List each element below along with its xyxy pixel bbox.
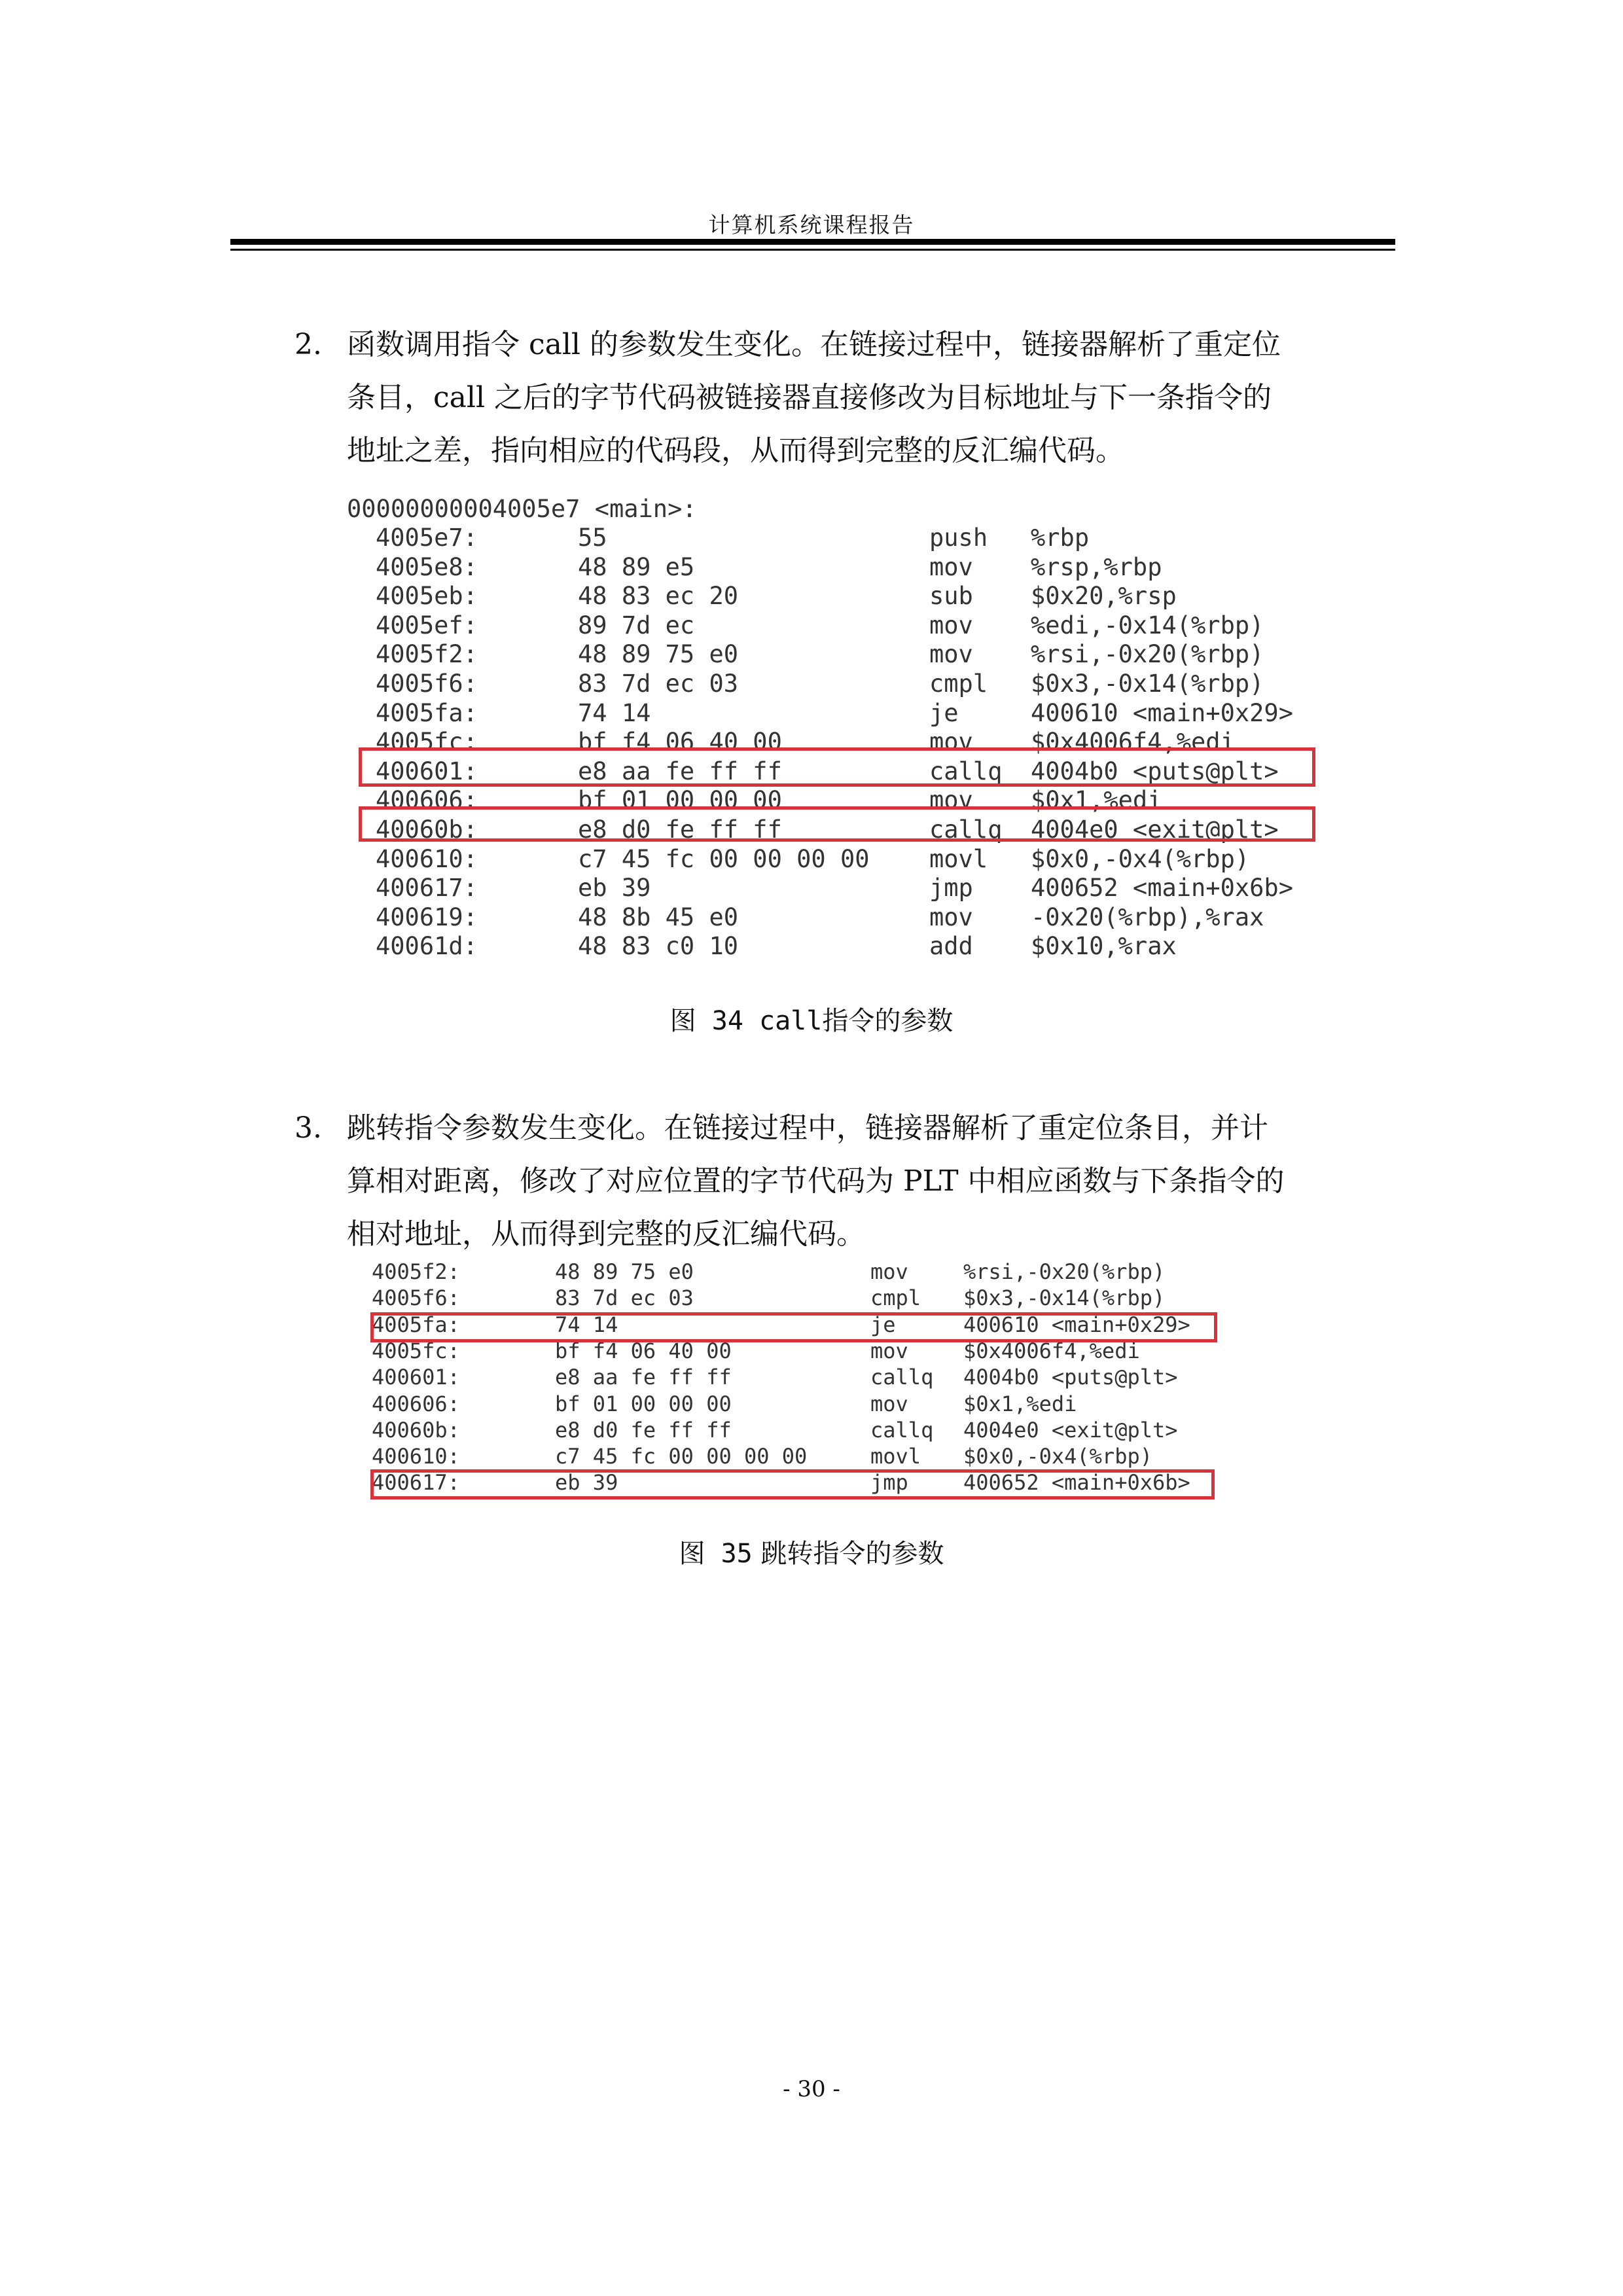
- disasm-operands: %rbp: [1031, 524, 1090, 552]
- disasm-opcode: jmp: [870, 1470, 908, 1496]
- disasm-operands: $0x4006f4,%edi: [1031, 728, 1235, 757]
- disasm-operands: $0x0,-0x4(%rbp): [963, 1444, 1152, 1469]
- disasm-address: 400601:: [372, 1365, 460, 1390]
- disasm-address: 40061d:: [376, 932, 478, 961]
- disasm-operands: 4004e0 <exit@plt>: [1031, 816, 1279, 844]
- disasm-bytes: 48 83 c0 10: [578, 932, 739, 961]
- disasm-bytes: c7 45 fc 00 00 00 00: [555, 1444, 808, 1469]
- disasm-operands: 4004b0 <puts@plt>: [1031, 757, 1279, 785]
- header-rule-thick: [230, 239, 1395, 245]
- disasm-bytes: 83 7d ec 03: [578, 670, 739, 698]
- disasm-address: 4005eb:: [376, 582, 478, 611]
- disasm-opcode: mov: [929, 903, 973, 931]
- disasm-opcode: mov: [929, 728, 973, 757]
- disasm-operands: 400652 <main+0x6b>: [1031, 874, 1293, 903]
- disasm-address: 400617:: [376, 874, 478, 903]
- item-2-number: 2.: [294, 328, 322, 361]
- figure-34-screenshot: [347, 492, 1329, 977]
- disasm-address: 4005fa:: [376, 698, 478, 727]
- disasm-bytes: bf f4 06 40 00: [555, 1338, 732, 1363]
- disasm-opcode: jmp: [929, 874, 973, 903]
- disasm-operands: 4004b0 <puts@plt>: [963, 1365, 1178, 1390]
- disasm-bytes: 48 83 ec 20: [578, 582, 739, 611]
- disasm-address: 400610:: [376, 844, 478, 873]
- disasm-opcode: cmpl: [870, 1285, 921, 1311]
- disasm-address: 4005f2:: [372, 1259, 460, 1284]
- disasm-bytes: e8 d0 fe ff ff: [555, 1417, 732, 1443]
- disasm-address: 4005f6:: [376, 670, 478, 698]
- disasm-bytes: e8 aa fe ff ff: [555, 1365, 732, 1390]
- item-2-line-3: 地址之差，指向相应的代码段，从而得到完整的反汇编代码。: [347, 434, 1124, 467]
- disasm-bytes: bf 01 00 00 00: [555, 1391, 732, 1416]
- disasm-operands: -0x20(%rbp),%rax: [1031, 903, 1264, 931]
- disasm-address: 4005fc:: [376, 728, 478, 757]
- disasm-operands: $0x0,-0x4(%rbp): [1031, 844, 1250, 873]
- disasm-opcode: callq: [929, 816, 1003, 844]
- disasm-operands: $0x1,%edi: [963, 1391, 1077, 1416]
- disasm-opcode: mov: [929, 786, 973, 815]
- disasm-bytes: c7 45 fc 00 00 00 00: [578, 844, 870, 873]
- disasm-address: 400619:: [376, 903, 478, 931]
- disasm-operands: %edi,-0x14(%rbp): [1031, 611, 1264, 639]
- item-3-line-1: 跳转指令参数发生变化。在链接过程中，链接器解析了重定位条目，并计: [347, 1111, 1268, 1145]
- disasm-operands: 4004e0 <exit@plt>: [963, 1417, 1178, 1443]
- disasm-opcode: movl: [929, 844, 988, 873]
- item-3-line-3: 相对地址，从而得到完整的反汇编代码。: [347, 1217, 865, 1251]
- disasm-opcode: mov: [870, 1391, 908, 1416]
- disasm-address: 400601:: [376, 757, 478, 785]
- header-rule-thin: [230, 249, 1395, 251]
- disasm-header-line: [347, 495, 1329, 579]
- item-3-line-2: 算相对距离，修改了对应位置的字节代码为 PLT 中相应函数与下条指令的: [347, 1164, 1285, 1198]
- disasm-address: 4005e7:: [376, 524, 478, 552]
- disasm-bytes: bf f4 06 40 00: [578, 728, 782, 757]
- figure-35-screenshot: [366, 1257, 1217, 1505]
- disasm-operands: 400610 <main+0x29>: [963, 1312, 1190, 1337]
- disasm-bytes: e8 aa fe ff ff: [578, 757, 782, 785]
- figure-34-disassembly: [347, 492, 1329, 977]
- disasm-opcode: mov: [929, 640, 973, 669]
- disasm-bytes: 83 7d ec 03: [555, 1285, 694, 1311]
- figure-34-caption-label: 图 34 call: [669, 1006, 823, 1036]
- disasm-operands: %rsi,-0x20(%rbp): [963, 1259, 1166, 1284]
- disasm-opcode: je: [870, 1312, 896, 1337]
- highlight-box-callq-exit: [359, 806, 1315, 842]
- disasm-address: 400606:: [372, 1391, 460, 1416]
- disasm-operands: 400610 <main+0x29>: [1031, 698, 1293, 727]
- disasm-operands: $0x3,-0x14(%rbp): [963, 1285, 1166, 1311]
- figure-35-caption-text: 跳转指令的参数: [752, 1539, 944, 1569]
- disasm-address: 4005e8:: [376, 552, 478, 581]
- disasm-opcode: sub: [929, 582, 973, 611]
- disasm-bytes: e8 d0 fe ff ff: [578, 816, 782, 844]
- disasm-address: 4005fa:: [372, 1312, 460, 1337]
- disasm-opcode: mov: [870, 1338, 908, 1363]
- highlight-box-je: [370, 1312, 1217, 1342]
- disasm-opcode: mov: [870, 1259, 908, 1284]
- disasm-address: 4005f6:: [372, 1285, 460, 1311]
- figure-34-caption-text: 指令的参数: [822, 1006, 954, 1036]
- disasm-opcode: callq: [929, 757, 1003, 785]
- page-number: - 30 -: [783, 2076, 840, 2102]
- disasm-opcode: callq: [870, 1417, 934, 1443]
- item-3-number: 3.: [294, 1111, 322, 1145]
- disasm-bytes: 89 7d ec: [578, 611, 695, 639]
- disasm-bytes: 74 14: [555, 1312, 618, 1337]
- disasm-bytes: 48 89 e5: [578, 552, 695, 581]
- figure-35-caption: [0, 1533, 1623, 1570]
- item-2-line-1: 函数调用指令 call 的参数发生变化。在链接过程中，链接器解析了重定位: [347, 328, 1281, 361]
- disasm-bytes: 55: [578, 524, 607, 552]
- report-header-title: 计算机系统课程报告: [708, 212, 915, 238]
- figure-34-caption: [0, 1000, 1623, 1037]
- disasm-bytes: eb 39: [578, 874, 651, 903]
- disasm-operands: %rsp,%rbp: [1031, 552, 1162, 581]
- disasm-address: 400617:: [372, 1470, 460, 1496]
- disasm-opcode: cmpl: [929, 670, 988, 698]
- disasm-operands: $0x10,%rax: [1031, 932, 1177, 961]
- disasm-bytes: 48 8b 45 e0: [578, 903, 739, 931]
- disasm-address: 400606:: [376, 786, 478, 815]
- disasm-bytes: 48 89 75 e0: [555, 1259, 694, 1284]
- disasm-operands: %rsi,-0x20(%rbp): [1031, 640, 1264, 669]
- disasm-address: 40060b:: [372, 1417, 460, 1443]
- disasm-operands: $0x20,%rsp: [1031, 582, 1177, 611]
- item-2-line-2: 条目，call 之后的字节代码被链接器直接修改为目标地址与下一条指令的: [347, 381, 1272, 414]
- disasm-address: 4005f2:: [376, 640, 478, 669]
- disasm-bytes: bf 01 00 00 00: [578, 786, 782, 815]
- figure-35-disassembly: [366, 1257, 1217, 1505]
- figure-35-caption-label: 图 35: [679, 1539, 753, 1569]
- disasm-bytes: eb 39: [555, 1470, 618, 1496]
- disasm-bytes: 48 89 75 e0: [578, 640, 739, 669]
- disasm-operands: 400652 <main+0x6b>: [963, 1470, 1190, 1496]
- disasm-opcode: add: [929, 932, 973, 961]
- disasm-function-label: 00000000004005e7 <main>:: [347, 495, 697, 523]
- disasm-opcode: mov: [929, 611, 973, 639]
- disasm-address: 4005ef:: [376, 611, 478, 639]
- disasm-address: 400610:: [372, 1444, 460, 1469]
- disasm-operands: $0x1,%edi: [1031, 786, 1162, 815]
- highlight-box-callq-puts: [359, 747, 1315, 787]
- highlight-box-jmp: [370, 1469, 1215, 1499]
- disasm-opcode: movl: [870, 1444, 921, 1469]
- disasm-address: 4005fc:: [372, 1338, 460, 1363]
- disasm-opcode: mov: [929, 552, 973, 581]
- disasm-address: 40060b:: [376, 816, 478, 844]
- disasm-operands: $0x4006f4,%edi: [963, 1338, 1140, 1363]
- disasm-bytes: 74 14: [578, 698, 651, 727]
- disasm-opcode: je: [929, 698, 959, 727]
- disasm-opcode: push: [929, 524, 988, 552]
- disasm-opcode: callq: [870, 1365, 934, 1390]
- disasm-operands: $0x3,-0x14(%rbp): [1031, 670, 1264, 698]
